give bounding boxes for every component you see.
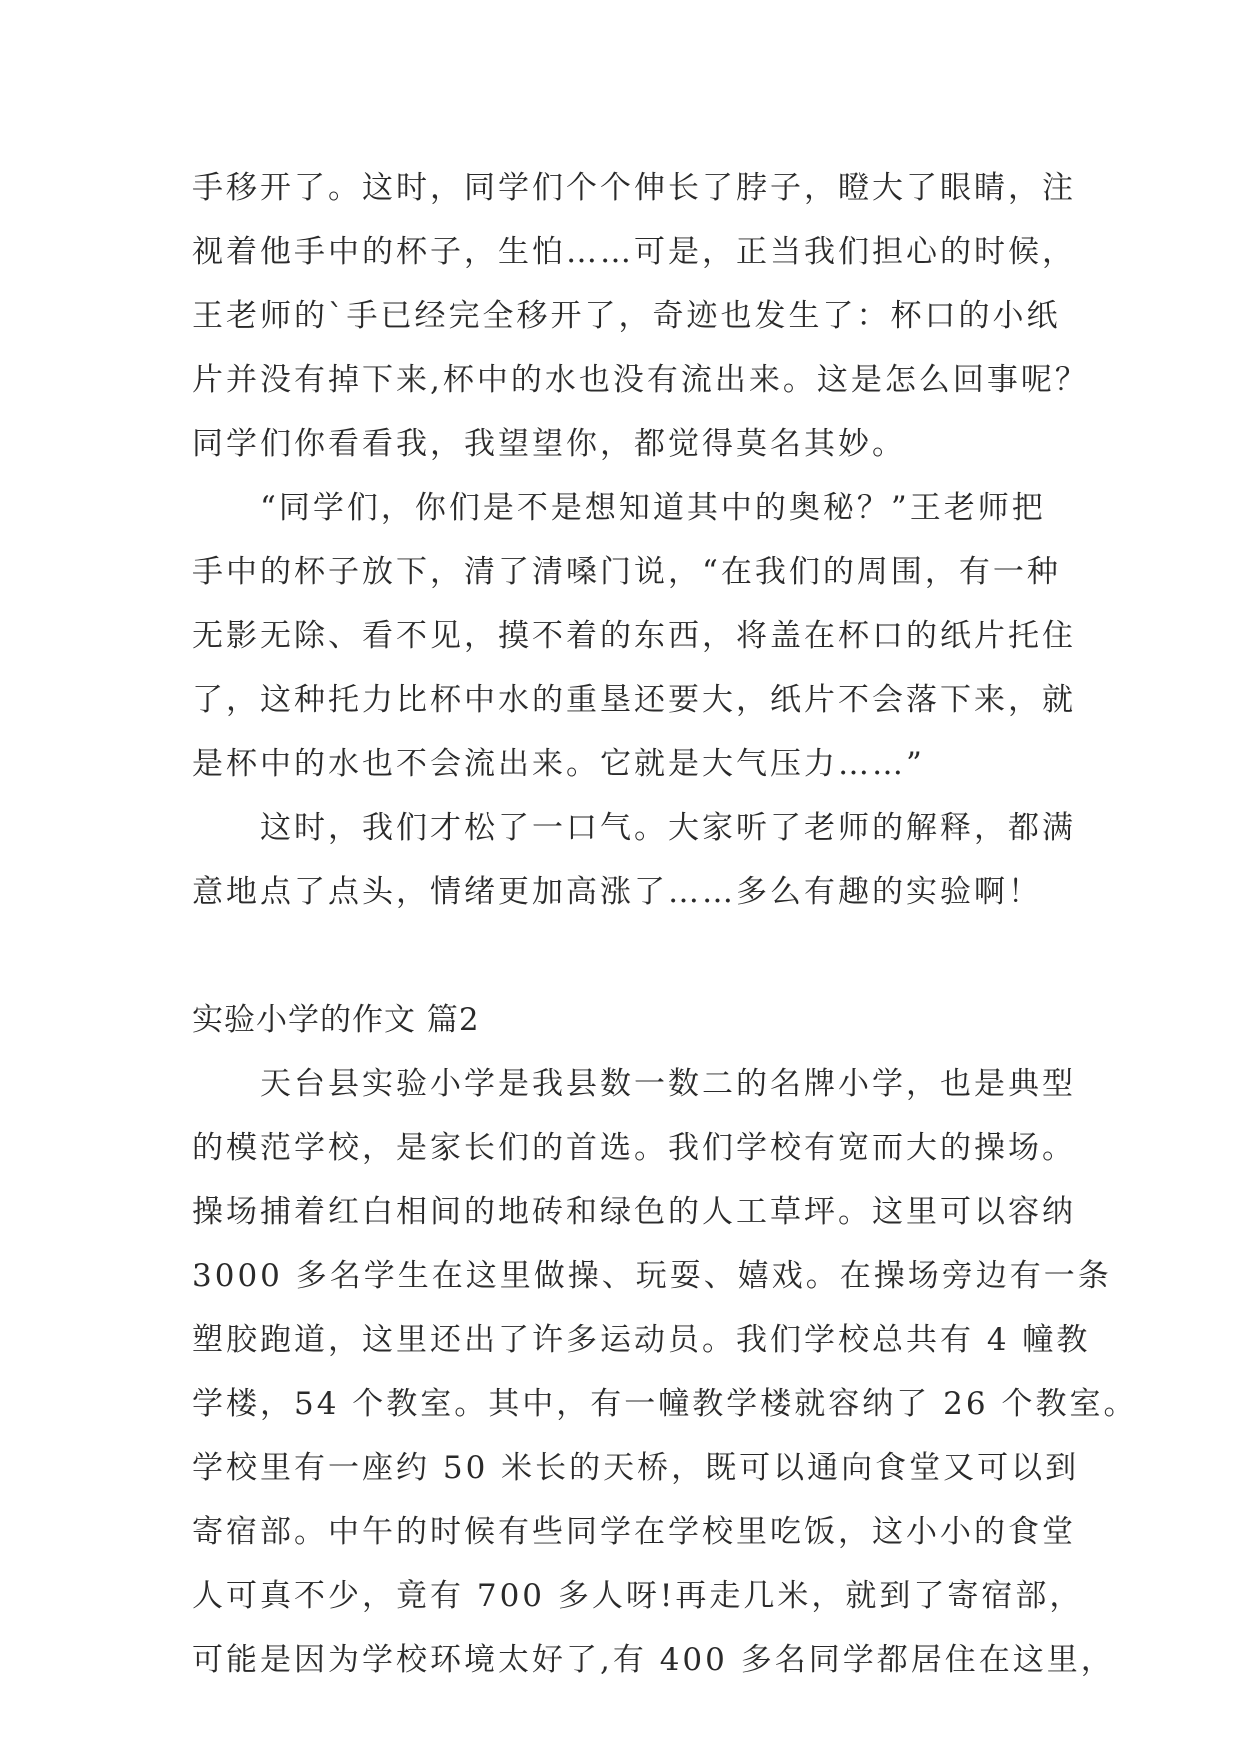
text-line: 天台县实验小学是我县数一数二的名牌小学，也是典型 — [192, 1066, 1076, 1102]
paragraph-4 — [192, 1052, 1138, 1692]
paragraph-2 — [192, 476, 1076, 796]
text-line: 手移开了。这时，同学们个个伸长了脖子，瞪大了眼睛，注 — [192, 170, 1076, 206]
text-line: 操场捕着红白相间的地砖和绿色的人工草坪。这里可以容纳 — [192, 1194, 1076, 1230]
paragraph-3 — [192, 796, 1076, 924]
text-line: 手中的杯子放下，清了清嗓门说，“在我们的周围，有一种 — [192, 554, 1061, 590]
text-line: 的模范学校，是家长们的首选。我们学校有宽而大的操场。 — [192, 1130, 1076, 1166]
text-line: 塑胶跑道，这里还出了许多运动员。我们学校总共有 4 幢教 — [192, 1322, 1091, 1358]
text-line: 同学们你看看我，我望望你，都觉得莫名其妙。 — [192, 426, 906, 462]
text-line: 人可真不少，竟有 700 多人呀!再走几米，就到了寄宿部， — [192, 1578, 1084, 1614]
text-line: 可能是因为学校环境太好了,有 400 多名同学都居住在这里， — [192, 1642, 1115, 1678]
text-line: “同学们，你们是不是想知道其中的奥秘？”王老师把 — [192, 490, 1046, 526]
text-line: 是杯中的水也不会流出来。它就是大气压力……” — [192, 746, 925, 782]
document-body — [192, 156, 1138, 1692]
section-heading: 实验小学的作文 篇2 — [192, 1002, 480, 1038]
text-line: 学校里有一座约 50 米长的天桥，既可以通向食堂又可以到 — [192, 1450, 1080, 1486]
text-line: 视着他手中的杯子，生怕……可是，正当我们担心的时候， — [192, 234, 1076, 270]
text-line: 了，这种托力比杯中水的重垦还要大，纸片不会落下来，就 — [192, 682, 1076, 718]
text-line: 意地点了点头，情绪更加高涨了……多么有趣的实验啊！ — [192, 874, 1042, 910]
paragraph-1 — [192, 156, 1089, 476]
text-line: 无影无除、看不见，摸不着的东西，将盖在杯口的纸片托住 — [192, 618, 1076, 654]
text-line: 王老师的`手已经完全移开了，奇迹也发生了：杯口的小纸 — [192, 298, 1061, 334]
text-line: 3000 多名学生在这里做操、玩耍、嬉戏。在操场旁边有一条 — [192, 1258, 1112, 1294]
text-line: 寄宿部。中午的时候有些同学在学校里吃饭，这小小的食堂 — [192, 1514, 1076, 1550]
text-line: 这时，我们才松了一口气。大家听了老师的解释，都满 — [192, 810, 1076, 846]
text-line: 片并没有掉下来,杯中的水也没有流出来。这是怎么回事呢？ — [192, 362, 1089, 398]
text-line: 学楼，54 个教室。其中，有一幢教学楼就容纳了 26 个教室。 — [192, 1386, 1138, 1422]
